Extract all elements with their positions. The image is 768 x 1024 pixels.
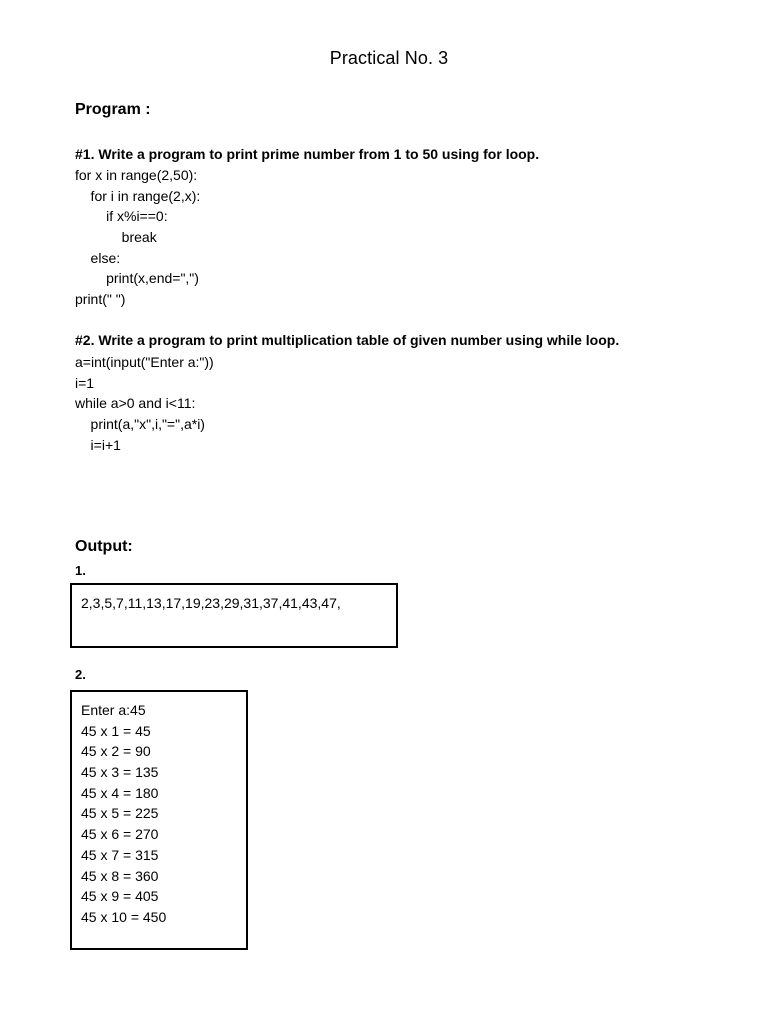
code-line: a=int(input("Enter a:")) <box>75 354 214 370</box>
program-2-code <box>75 352 214 455</box>
output-line: 45 x 4 = 180 <box>81 784 159 801</box>
code-line: else: <box>75 249 121 266</box>
output-1-text: 2,3,5,7,11,13,17,19,23,29,31,37,41,43,47, <box>81 595 341 611</box>
page-title: Practical No. 3 <box>329 48 449 68</box>
output-2-label: 2. <box>75 667 86 682</box>
code-line: print(x,end=",") <box>75 270 199 287</box>
code-line: if x%i==0: <box>75 208 168 225</box>
output-line: 45 x 10 = 450 <box>81 908 167 925</box>
program-1-code <box>75 165 200 310</box>
output-line: 45 x 1 = 45 <box>81 722 151 739</box>
output-line: 45 x 9 = 405 <box>81 888 159 905</box>
output-2-box <box>70 690 248 950</box>
output-1-label: 1. <box>75 563 86 578</box>
output-line: 45 x 3 = 135 <box>81 764 159 781</box>
code-line: break <box>75 229 157 246</box>
code-line: print(" ") <box>75 291 126 308</box>
program-1-title: #1. Write a program to print prime number from 1 to 50 using for loop. <box>75 146 540 162</box>
code-line: i=1 <box>75 374 95 391</box>
code-line: print(a,"x",i,"=",a*i) <box>75 416 205 433</box>
output-1-box <box>70 583 398 648</box>
program-2-title: #2. Write a program to print multiplication table of given number using while loop. <box>75 332 620 348</box>
code-line: for x in range(2,50): <box>75 167 198 183</box>
output-line: 45 x 6 = 270 <box>81 826 159 843</box>
output-line: 45 x 2 = 90 <box>81 743 151 760</box>
output-heading: Output: <box>75 538 133 555</box>
program-heading: Program : <box>75 101 151 118</box>
code-line: while a>0 and i<11: <box>75 395 196 412</box>
output-line: 45 x 5 = 225 <box>81 805 159 822</box>
code-line: i=i+1 <box>75 436 121 453</box>
code-line: for i in range(2,x): <box>75 187 201 204</box>
output-line: 45 x 8 = 360 <box>81 867 159 884</box>
output-line: 45 x 7 = 315 <box>81 846 159 863</box>
output-line: Enter a:45 <box>81 702 146 718</box>
